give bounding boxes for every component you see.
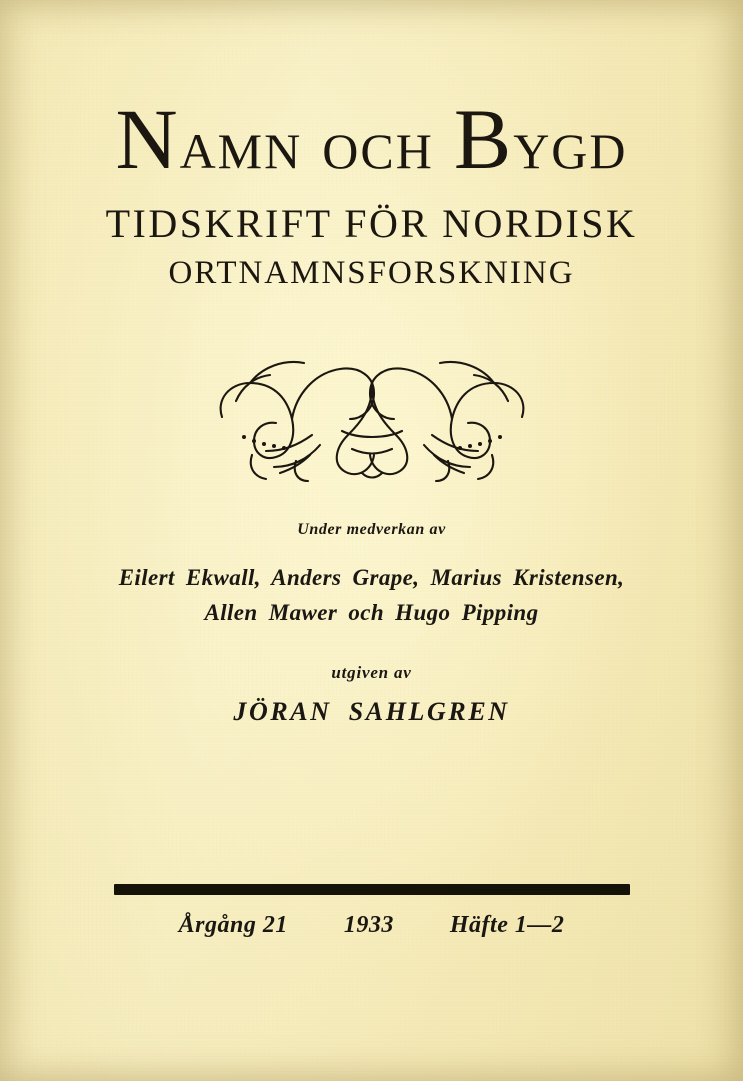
title-word-amn: amn (179, 104, 303, 184)
year-label: 1933 (343, 912, 394, 938)
title-word-och: och (322, 104, 434, 184)
flourish-monogram-ornament (0, 322, 743, 497)
subtitle-line-2: ORTNAMNSFORSKNING (168, 254, 575, 291)
credit-lead: Under medverkan av (297, 520, 446, 538)
page-title (0, 0, 743, 187)
volume-label: Årgång 21 (178, 912, 288, 938)
title-initial-b: B (453, 91, 514, 187)
title-word-ygd: ygd (513, 104, 628, 184)
issue-label: Häfte 1—2 (449, 912, 565, 938)
divider (0, 884, 743, 895)
credits-block (0, 521, 743, 728)
contributors-line-2: Allen Mawer och Hugo Pipping (204, 600, 539, 626)
contributors-line-1: Eilert Ekwall, Anders Grape, Marius Kristensen, (118, 564, 625, 590)
editor-name: JÖRAN SAHLGREN (233, 697, 510, 727)
issue-line (0, 912, 743, 939)
editor-lead: utgiven av (331, 663, 412, 683)
title-initial-n: N (115, 91, 180, 187)
subtitle-line-1: TIDSKRIFT FÖR NORDISK (105, 200, 638, 246)
